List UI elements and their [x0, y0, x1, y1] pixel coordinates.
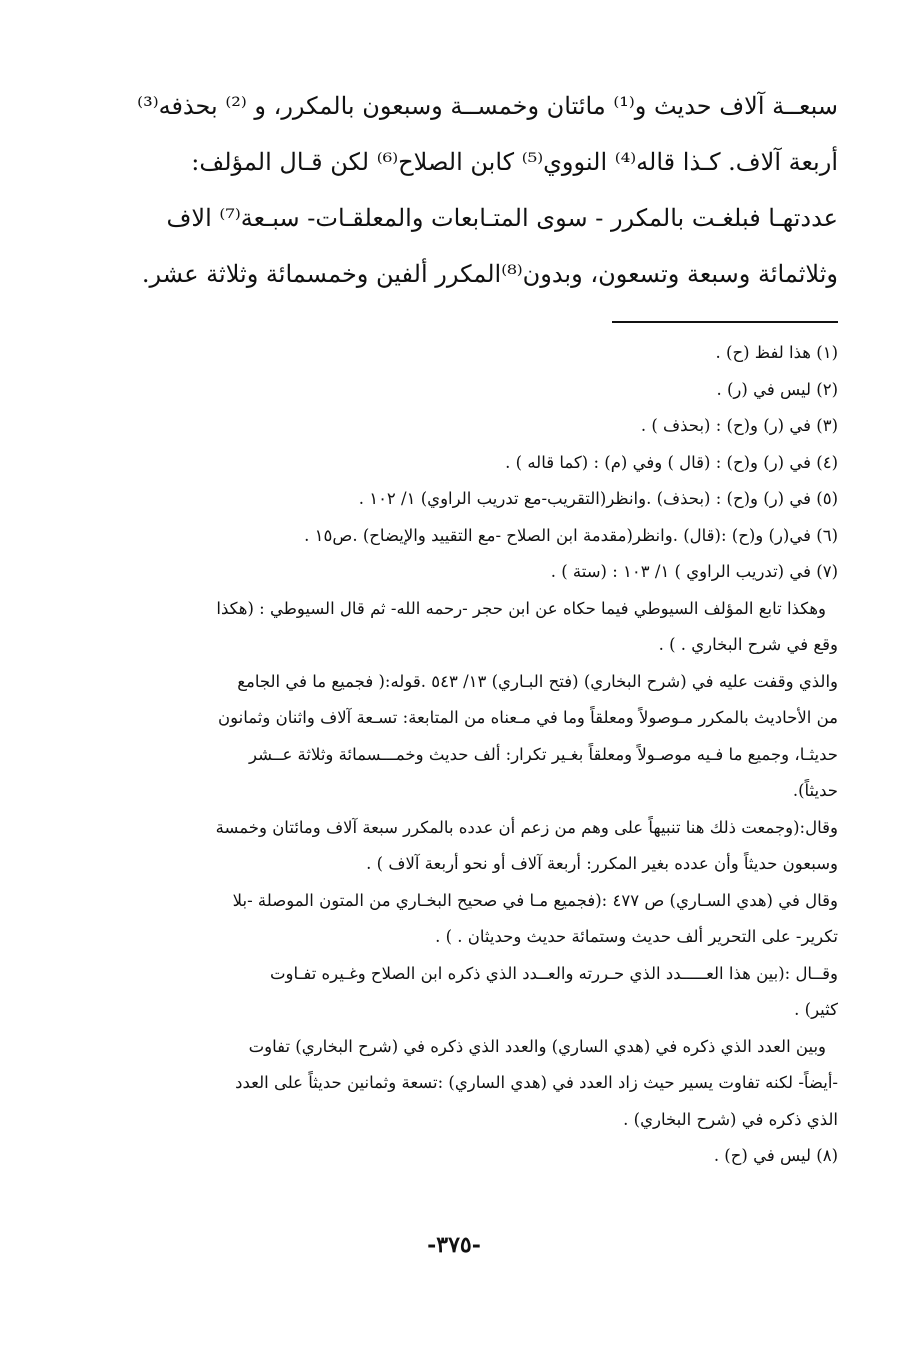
footnote-line: وبين العدد الذي ذكره في (هدي الساري) والعدد الذي ذكره في (شرح البخاري) تفاوت	[248, 1036, 826, 1056]
main-text-line: سبعــة آلاف حديث و⁽¹⁾ مائتان وخمســة وسبعون بالمكرر، و ⁽²⁾ بحذفه⁽³⁾	[137, 92, 838, 120]
footnote-line: حديثاً).	[792, 781, 838, 800]
footnote-line: -أيضاً- لكنه تفاوت يسير حيث زاد العدد في (هدي الساري) :تسعة وثمانين حديثاً على العدد	[235, 1073, 838, 1092]
footnote-line: (١) هذا لفظ (ح) .	[715, 343, 838, 362]
footnote-line: وسبعون حديثاً وأن عدده بغير المكرر: أربعة آلاف أو نحو أربعة آلاف ) .	[366, 854, 838, 873]
main-text-line: وثلاثمائة وسبعة وتسعون، وبدون⁽⁸⁾المكرر ألفين وخمسمائة وثلاثة عشر.	[141, 260, 838, 288]
footnote-line: تكرير- على التحرير ألف حديث وستمائة حديث وحديثان . ) .	[435, 927, 838, 946]
footnote-line: وهكذا تابع المؤلف السيوطي فيما حكاه عن ابن حجر -رحمه الله- ثم قال السيوطي : (هكذا	[216, 598, 826, 618]
footnote-line: (٧) في (تدريب الراوي ) ١/ ١٠٣ : (ستة ) .	[550, 562, 838, 581]
footnote-line: (٨) ليس في (ح) .	[713, 1146, 838, 1165]
footnote-line: كثير) .	[794, 1000, 838, 1019]
footnote-line: وقال:(وجمعت ذلك هنا تنبيهاً على وهم من زعم أن عدده بالمكرر سبعة آلاف ومائتان وخمسة	[215, 817, 838, 837]
footnote-line: وقع في شرح البخاري . ) .	[658, 635, 838, 654]
main-text-line: عددتهـا فبلغـت بالمكرر - سوى المتـابعات والمعلقـات- سبـعة⁽⁷⁾ الاف	[166, 204, 838, 232]
footnote-line: (٤) في (ر) و(ح) : (قال ) وفي (م) : (كما قاله ) .	[505, 452, 838, 472]
footnote-line: والذي وقفت عليه في (شرح البخاري) (فتح البـاري) ١٣/ ٥٤٣ .قوله:( فجميع ما في الجامع	[237, 671, 838, 691]
footnote-line: (٦) في(ر) و(ح) :(قال) .وانظر(مقدمة ابن الصلاح -مع التقييد والإيضاح) .ص١٥ .	[304, 525, 838, 545]
footnote-line: الذي ذكره في (شرح البخاري) .	[623, 1109, 838, 1129]
footnote-line: (٢) ليس في (ر) .	[716, 379, 838, 399]
footnote-line: حديثـا، وجميع ما فـيه موصـولاً ومعلقاً بغـير تكرار: ألف حديث وخمـــسمائة وثلاثة عــشر	[248, 744, 838, 764]
footnote-line: وقال في (هدي السـاري) ص ٤٧٧ :(فجميع مـا في صحيح البخـاري من المتون الموصلة -بلا	[232, 890, 838, 910]
footnote-line: (٥) في (ر) و(ح) : (بحذف) .وانظر(التقريب-مع تدريب الراوي) ١/ ١٠٢ .	[358, 489, 838, 508]
footnote-divider	[612, 321, 838, 323]
footnote-line: من الأحاديث بالمكرر مـوصولاً ومعلقاً وما في مـعناه من المتابعة: تسـعة آلاف واثنان وثمانون	[217, 708, 838, 727]
page-number: -٣٧٥-	[427, 1232, 481, 1258]
main-text-line: أربعة آلاف. كـذا قاله⁽⁴⁾ النووي⁽⁵⁾ كابن الصلاح⁽⁶⁾ لكن قـال المؤلف:	[191, 148, 838, 176]
footnotes	[122, 335, 838, 1175]
footnote-line: وقــال :(بين هذا العـــــدد الذي حـررته والعــدد الذي ذكره ابن الصلاح وغـيره تفـاوت	[269, 963, 838, 983]
footnote-line: (٣) في (ر) و(ح) : (بحذف ) .	[640, 416, 838, 435]
main-text	[126, 78, 838, 302]
